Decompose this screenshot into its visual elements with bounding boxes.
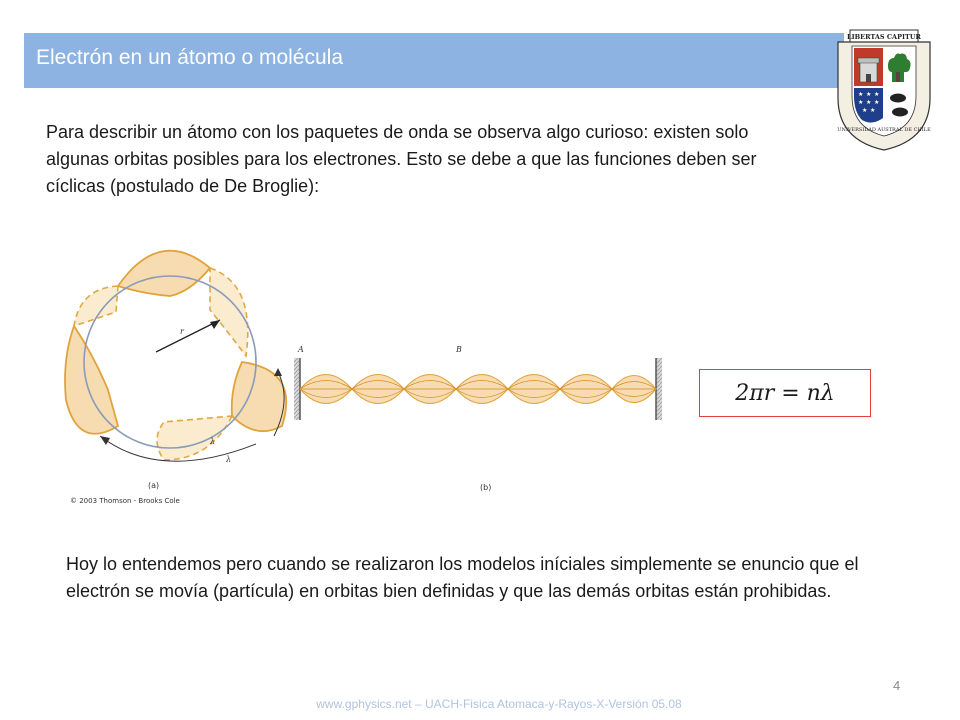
- svg-text:★: ★: [862, 107, 868, 114]
- caption-b: (b): [480, 483, 492, 492]
- svg-text:★: ★: [874, 91, 880, 98]
- crest-motto: LIBERTAS CAPITUR: [847, 33, 921, 41]
- label-lambda-a: λ: [210, 437, 216, 446]
- page-number: 4: [893, 678, 901, 693]
- label-A: A: [298, 345, 304, 354]
- conclusion-paragraph: Hoy lo entendemos pero cuando se realizaron los modelos iníciales simplemente se enuncio que el electrón se movía (partícula) en orbitas bien definidas y que las demás orbitas están prohibidas.: [66, 554, 859, 601]
- orbit-diagram-a: [65, 251, 286, 505]
- de-broglie-formula: [699, 369, 871, 417]
- svg-text:★: ★: [870, 107, 876, 114]
- slide-title: Electrón en un átomo o molécula: [36, 46, 344, 69]
- label-B: B: [456, 345, 462, 354]
- caption-a: (a): [148, 481, 160, 490]
- string-diagram-b: [294, 345, 662, 492]
- formula-text: 2πr = nλ: [735, 380, 835, 406]
- intro-paragraph: Para describir un átomo con los paquetes de onda se observa algo curioso: existen solo algunas orbitas posibles para los electrones. Esto se debe a que las funciones deben ser cíclicas (postulado de De Broglie):: [46, 122, 757, 196]
- footer: [0, 697, 960, 711]
- label-r: r: [180, 327, 184, 336]
- svg-text:★: ★: [866, 91, 872, 98]
- svg-text:★: ★: [858, 99, 864, 106]
- crest-ring-text: UNIVERSIDAD AUSTRAL DE CHILE: [837, 127, 931, 133]
- svg-text:★: ★: [866, 99, 872, 106]
- label-lambda-b: λ: [226, 455, 232, 464]
- svg-text:★: ★: [874, 99, 880, 106]
- standing-wave-figure: [60, 240, 676, 515]
- figure-copyright: © 2003 Thomson - Brooks Cole: [70, 497, 180, 505]
- footer-text: www.gphysics.net – UACH-Fisica Atomaca-y-Rayos-X-Versión 05.08: [316, 697, 682, 711]
- university-crest-logo: [832, 28, 936, 152]
- svg-text:★: ★: [858, 91, 864, 98]
